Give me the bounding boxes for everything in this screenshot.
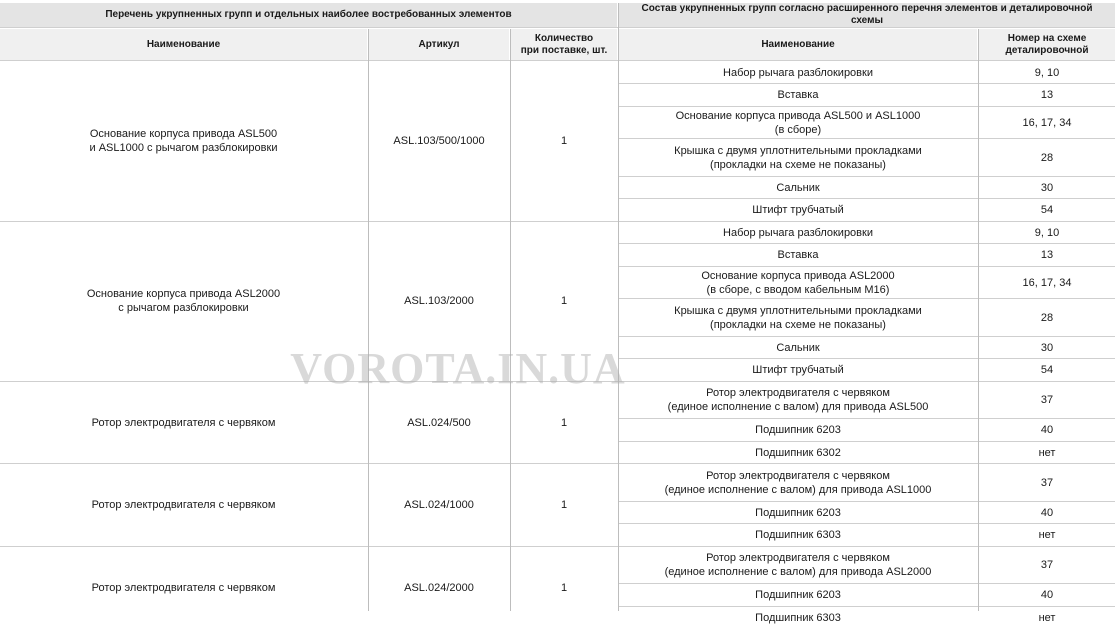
group-name: Основание корпуса привода ASL500 и ASL1000 с рычагом разблокировки <box>89 128 278 155</box>
group-article: ASL.103/500/1000 <box>393 135 485 148</box>
header-article: Артикул <box>369 29 509 60</box>
item-name: Основание корпуса привода ASL500 и ASL1000 (в сборе) <box>675 109 921 136</box>
item-name: Сальник <box>776 341 820 354</box>
group-article: ASL.024/500 <box>407 416 471 429</box>
item-name: Подшипник 6303 <box>755 611 841 624</box>
item-scheme-no: нет <box>1038 529 1056 541</box>
item-name: Крышка с двумя уплотнительными прокладками (прокладки на схеме не показаны) <box>674 144 922 171</box>
watermark-logo: VOROTA.IN.UA <box>290 343 626 393</box>
item-name: Ротор электродвигателя с червяком (единое исполнение с валом) для привода ASL500 <box>667 387 929 413</box>
item-scheme-no: 40 <box>1040 424 1054 436</box>
item-scheme-no: 28 <box>1040 151 1054 164</box>
group-name: Ротор электродвигателя с червяком <box>91 416 276 429</box>
item-scheme-no: 54 <box>1040 364 1054 376</box>
item-name: Ротор электродвигателя с червяком (единое исполнение с валом) для привода ASL1000 <box>664 469 932 496</box>
item-scheme-no: 13 <box>1040 89 1054 101</box>
item-scheme-no: нет <box>1038 611 1056 624</box>
item-scheme-no: 16, 17, 34 <box>1022 116 1072 129</box>
item-name: Подшипник 6303 <box>755 529 841 541</box>
header-name: Наименование <box>0 29 367 60</box>
header-scheme-no: Номер на схеме деталировочной <box>979 29 1115 60</box>
item-scheme-no: 54 <box>1040 204 1054 216</box>
column-divider <box>510 29 511 611</box>
item-name: Крышка с двумя уплотнительными прокладками (прокладки на схеме не показаны) <box>674 304 922 331</box>
column-divider <box>618 3 619 611</box>
item-name: Подшипник 6203 <box>755 424 841 436</box>
group-name: Ротор электродвигателя с червяком <box>91 581 276 594</box>
item-name: Вставка <box>777 89 819 101</box>
item-scheme-no: 28 <box>1040 311 1054 324</box>
item-scheme-no: 13 <box>1040 249 1054 261</box>
item-name: Подшипник 6203 <box>755 506 841 519</box>
group-article: ASL.103/2000 <box>404 295 474 308</box>
item-name: Ротор электродвигателя с червяком (единое исполнение с валом) для привода ASL2000 <box>664 552 932 578</box>
item-scheme-no: 37 <box>1040 559 1054 571</box>
header-left-group: Перечень укрупненных групп и отдельных наиболее востребованных элементов <box>0 3 617 27</box>
item-scheme-no: 37 <box>1040 476 1054 489</box>
item-name: Набор рычага разблокировки <box>723 226 873 239</box>
item-scheme-no: 37 <box>1040 394 1054 406</box>
column-divider <box>368 29 369 611</box>
group-name: Основание корпуса привода ASL2000 с рычагом разблокировки <box>86 288 281 315</box>
group-qty: 1 <box>560 581 568 594</box>
item-scheme-no: 16, 17, 34 <box>1022 276 1072 289</box>
item-scheme-no: 9, 10 <box>1034 226 1060 239</box>
item-name: Набор рычага разблокировки <box>723 66 873 79</box>
item-name: Основание корпуса привода ASL2000 (в сборе, с вводом кабельным М16) <box>701 269 895 296</box>
group-qty: 1 <box>560 499 568 511</box>
item-scheme-no: 30 <box>1040 341 1054 354</box>
header-right-group: Состав укрупненных групп согласно расширенного перечня элементов и деталировочной схемы <box>619 3 1115 27</box>
group-qty: 1 <box>560 295 568 308</box>
row-divider <box>0 27 1115 28</box>
item-name: Вставка <box>777 249 819 261</box>
item-name: Сальник <box>776 181 820 194</box>
item-scheme-no: 9, 10 <box>1034 66 1060 79</box>
group-name: Ротор электродвигателя с червяком <box>91 499 276 511</box>
group-qty: 1 <box>560 416 568 429</box>
item-name: Подшипник 6302 <box>755 446 841 459</box>
header-qty: Количество при поставке, шт. <box>511 29 617 60</box>
column-divider <box>978 29 979 611</box>
item-name: Штифт трубчатый <box>752 364 844 376</box>
header-sub-name: Наименование <box>619 29 977 60</box>
group-qty: 1 <box>560 135 568 148</box>
row-divider <box>0 60 1115 61</box>
item-name: Штифт трубчатый <box>752 204 844 216</box>
item-scheme-no: 30 <box>1040 181 1054 194</box>
item-scheme-no: 40 <box>1040 506 1054 519</box>
item-name: Подшипник 6203 <box>755 589 841 601</box>
item-scheme-no: нет <box>1038 446 1056 459</box>
group-article: ASL.024/1000 <box>404 499 474 511</box>
item-scheme-no: 40 <box>1040 589 1054 601</box>
group-article: ASL.024/2000 <box>404 581 474 594</box>
